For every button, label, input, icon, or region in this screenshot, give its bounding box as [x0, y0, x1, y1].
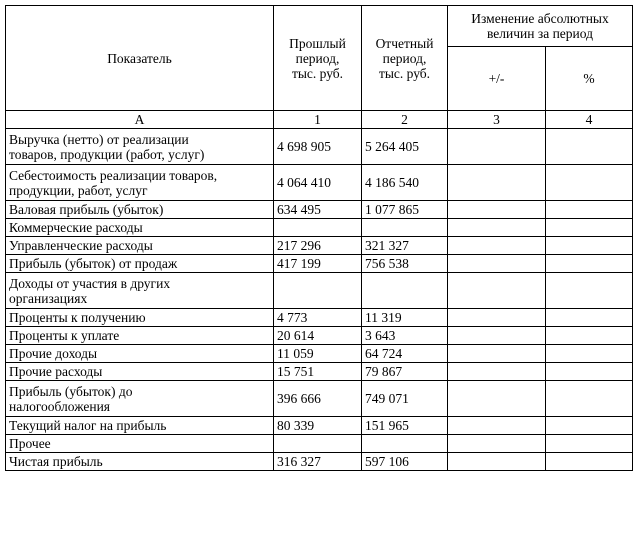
current-value: 79 867 [362, 363, 448, 381]
change-abs-value [448, 417, 546, 435]
change-abs-value [448, 453, 546, 471]
index-cell: А [6, 111, 274, 129]
table-row [6, 309, 633, 327]
row-label: Себестоимость реализации товаров, продукции, работ, услуг [6, 165, 274, 201]
current-value: 321 327 [362, 237, 448, 255]
prev-value [274, 273, 362, 309]
header-change-pct: % [546, 47, 633, 111]
change-pct-value [546, 453, 633, 471]
current-value: 749 071 [362, 381, 448, 417]
row-label: Выручка (нетто) от реализации товаров, продукции (работ, услуг) [6, 129, 274, 165]
change-abs-value [448, 327, 546, 345]
current-value: 11 319 [362, 309, 448, 327]
prev-value: 316 327 [274, 453, 362, 471]
row-label: Прочие доходы [6, 345, 274, 363]
row-label: Проценты к уплате [6, 327, 274, 345]
row-label: Прибыль (убыток) от продаж [6, 255, 274, 273]
financial-results-table [5, 5, 633, 471]
change-abs-value [448, 363, 546, 381]
change-pct-value [546, 165, 633, 201]
change-pct-value [546, 381, 633, 417]
table-row [6, 417, 633, 435]
change-abs-value [448, 255, 546, 273]
change-abs-value [448, 273, 546, 309]
current-value [362, 435, 448, 453]
change-abs-value [448, 165, 546, 201]
prev-value: 4 773 [274, 309, 362, 327]
change-pct-value [546, 345, 633, 363]
header-prev-period: Прошлый период, тыс. руб. [274, 6, 362, 111]
prev-value: 20 614 [274, 327, 362, 345]
index-cell: 2 [362, 111, 448, 129]
current-value: 151 965 [362, 417, 448, 435]
change-pct-value [546, 201, 633, 219]
prev-value: 80 339 [274, 417, 362, 435]
current-value: 597 106 [362, 453, 448, 471]
change-pct-value [546, 129, 633, 165]
row-label: Прочие расходы [6, 363, 274, 381]
change-abs-value [448, 201, 546, 219]
prev-value: 417 199 [274, 255, 362, 273]
row-label: Управленческие расходы [6, 237, 274, 255]
row-label: Чистая прибыль [6, 453, 274, 471]
header-change: Изменение абсолютных величин за период [448, 6, 633, 47]
current-value: 4 186 540 [362, 165, 448, 201]
change-pct-value [546, 255, 633, 273]
header-indicator: Показатель [6, 6, 274, 111]
change-pct-value [546, 327, 633, 345]
change-pct-value [546, 273, 633, 309]
row-label: Прочее [6, 435, 274, 453]
change-pct-value [546, 435, 633, 453]
change-abs-value [448, 237, 546, 255]
table-row [6, 219, 633, 237]
change-pct-value [546, 237, 633, 255]
change-pct-value [546, 417, 633, 435]
column-index-row [6, 111, 633, 129]
row-label: Проценты к получению [6, 309, 274, 327]
prev-value: 396 666 [274, 381, 362, 417]
current-value [362, 273, 448, 309]
prev-value: 15 751 [274, 363, 362, 381]
table-row [6, 129, 633, 165]
change-abs-value [448, 381, 546, 417]
prev-value: 217 296 [274, 237, 362, 255]
table-row [6, 273, 633, 309]
current-value: 64 724 [362, 345, 448, 363]
prev-value [274, 435, 362, 453]
header-current-period: Отчетный период, тыс. руб. [362, 6, 448, 111]
prev-value: 4 064 410 [274, 165, 362, 201]
change-pct-value [546, 363, 633, 381]
prev-value [274, 219, 362, 237]
table-row [6, 165, 633, 201]
current-value [362, 219, 448, 237]
change-pct-value [546, 219, 633, 237]
change-pct-value [546, 309, 633, 327]
row-label: Валовая прибыль (убыток) [6, 201, 274, 219]
row-label: Коммерческие расходы [6, 219, 274, 237]
prev-value: 634 495 [274, 201, 362, 219]
row-label: Текущий налог на прибыль [6, 417, 274, 435]
change-abs-value [448, 219, 546, 237]
change-abs-value [448, 345, 546, 363]
table-row [6, 345, 633, 363]
current-value: 3 643 [362, 327, 448, 345]
table-row [6, 435, 633, 453]
report-table-container [5, 5, 633, 471]
prev-value: 11 059 [274, 345, 362, 363]
index-cell: 1 [274, 111, 362, 129]
table-row [6, 453, 633, 471]
change-abs-value [448, 435, 546, 453]
change-abs-value [448, 129, 546, 165]
row-label: Прибыль (убыток) до налогообложения [6, 381, 274, 417]
change-abs-value [448, 309, 546, 327]
table-row [6, 201, 633, 219]
index-cell: 3 [448, 111, 546, 129]
current-value: 1 077 865 [362, 201, 448, 219]
table-row [6, 363, 633, 381]
table-row [6, 327, 633, 345]
prev-value: 4 698 905 [274, 129, 362, 165]
current-value: 5 264 405 [362, 129, 448, 165]
index-cell: 4 [546, 111, 633, 129]
row-label: Доходы от участия в других организациях [6, 273, 274, 309]
current-value: 756 538 [362, 255, 448, 273]
table-row [6, 255, 633, 273]
header-change-abs: +/- [448, 47, 546, 111]
table-row [6, 237, 633, 255]
table-row [6, 381, 633, 417]
